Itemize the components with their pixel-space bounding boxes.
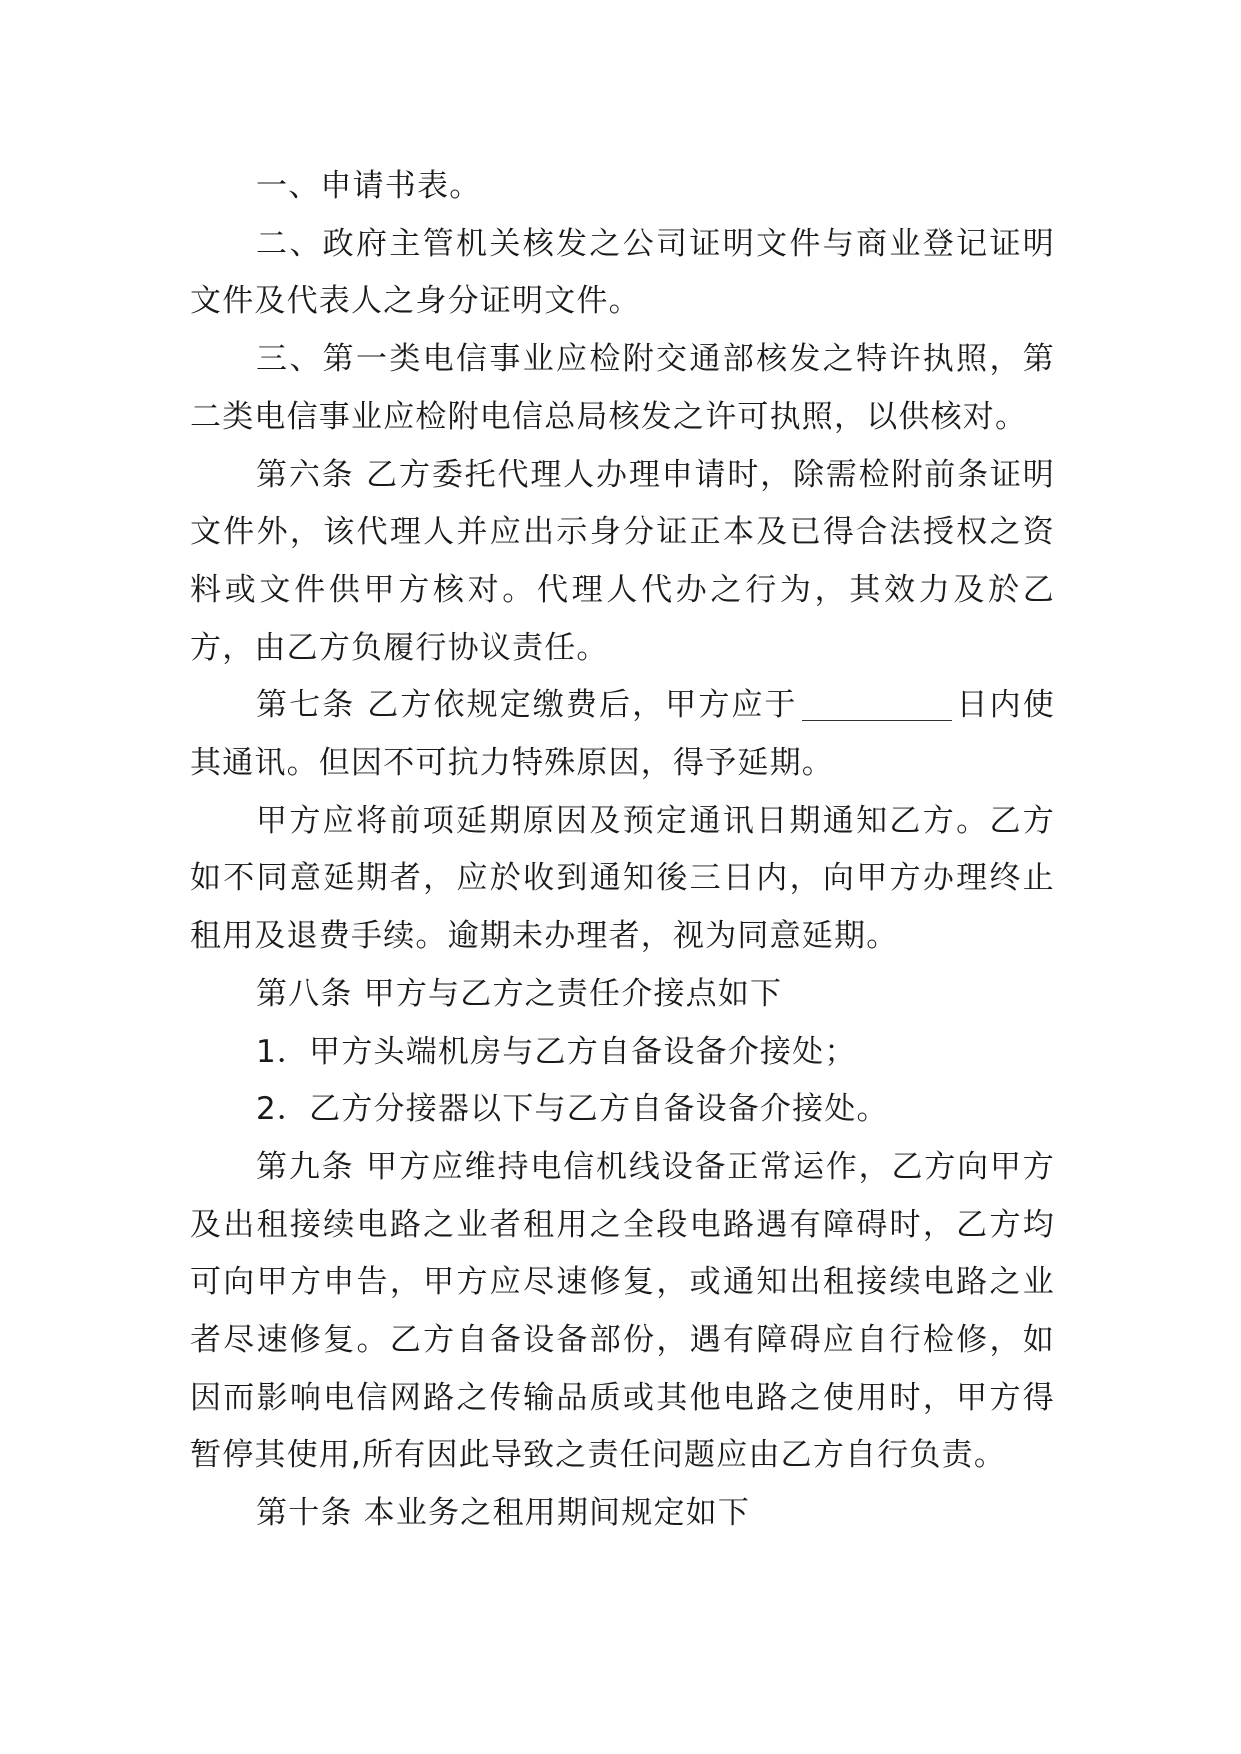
paragraph-item-2: 二、政府主管机关核发之公司证明文件与商业登记证明文件及代表人之身分证明文件。	[190, 225, 1055, 320]
article-6-paragraph: 第六条 乙方委托代理人办理申请时，除需检附前条证明文件外，该代理人并应出示身分证正本及已得合法授权之资料或文件供甲方核对。代理人代办之行为，其效力及於乙方，由乙方负履行协议责任。	[190, 456, 1055, 666]
article-9-paragraph: 第九条 甲方应维持电信机线设备正常运作，乙方向甲方及出租接续电路之业者租用之全段电路遇有障碍时，乙方均可向甲方申告，甲方应尽速修复，或通知出租接续电路之业者尽速修复。乙方自备设备部份，遇有障碍应自行检修，如因而影响电信网路之传输品质或其他电路之使用时，甲方得暂停其使用,所有因此导致之责任问题应由乙方自行负责。	[190, 1148, 1055, 1474]
article-7-text-after: 日内使其通讯。但因不可抗力特殊原因，得予延期。	[190, 687, 1055, 782]
article-8-paragraph: 第八条 甲方与乙方之责任介接点如下	[256, 975, 783, 1012]
list-item-2: 2．乙方分接器以下与乙方自备设备介接处。	[256, 1091, 889, 1128]
paragraph-item-1: 一、申请书表。	[256, 168, 482, 204]
article-7-text-before: 第七条 乙方依规定缴费后，甲方应于	[256, 687, 798, 724]
delay-notice-paragraph: 甲方应将前项延期原因及预定通讯日期通知乙方。乙方如不同意延期者，应於收到通知後三日内，向甲方办理终止租用及退费手续。逾期未办理者，视为同意延期。	[190, 802, 1055, 955]
fill-in-blank	[802, 689, 952, 721]
list-item-1: 1．甲方头端机房与乙方自备设备介接处；	[256, 1033, 857, 1070]
paragraph-item-3: 三、第一类电信事业应检附交通部核发之特许执照，第二类电信事业应检附电信总局核发之许可执照，以供核对。	[190, 341, 1055, 435]
article-7-paragraph	[190, 677, 1055, 792]
article-10-paragraph: 第十条 本业务之租用期间规定如下	[256, 1495, 751, 1532]
document-body	[190, 158, 1055, 1543]
